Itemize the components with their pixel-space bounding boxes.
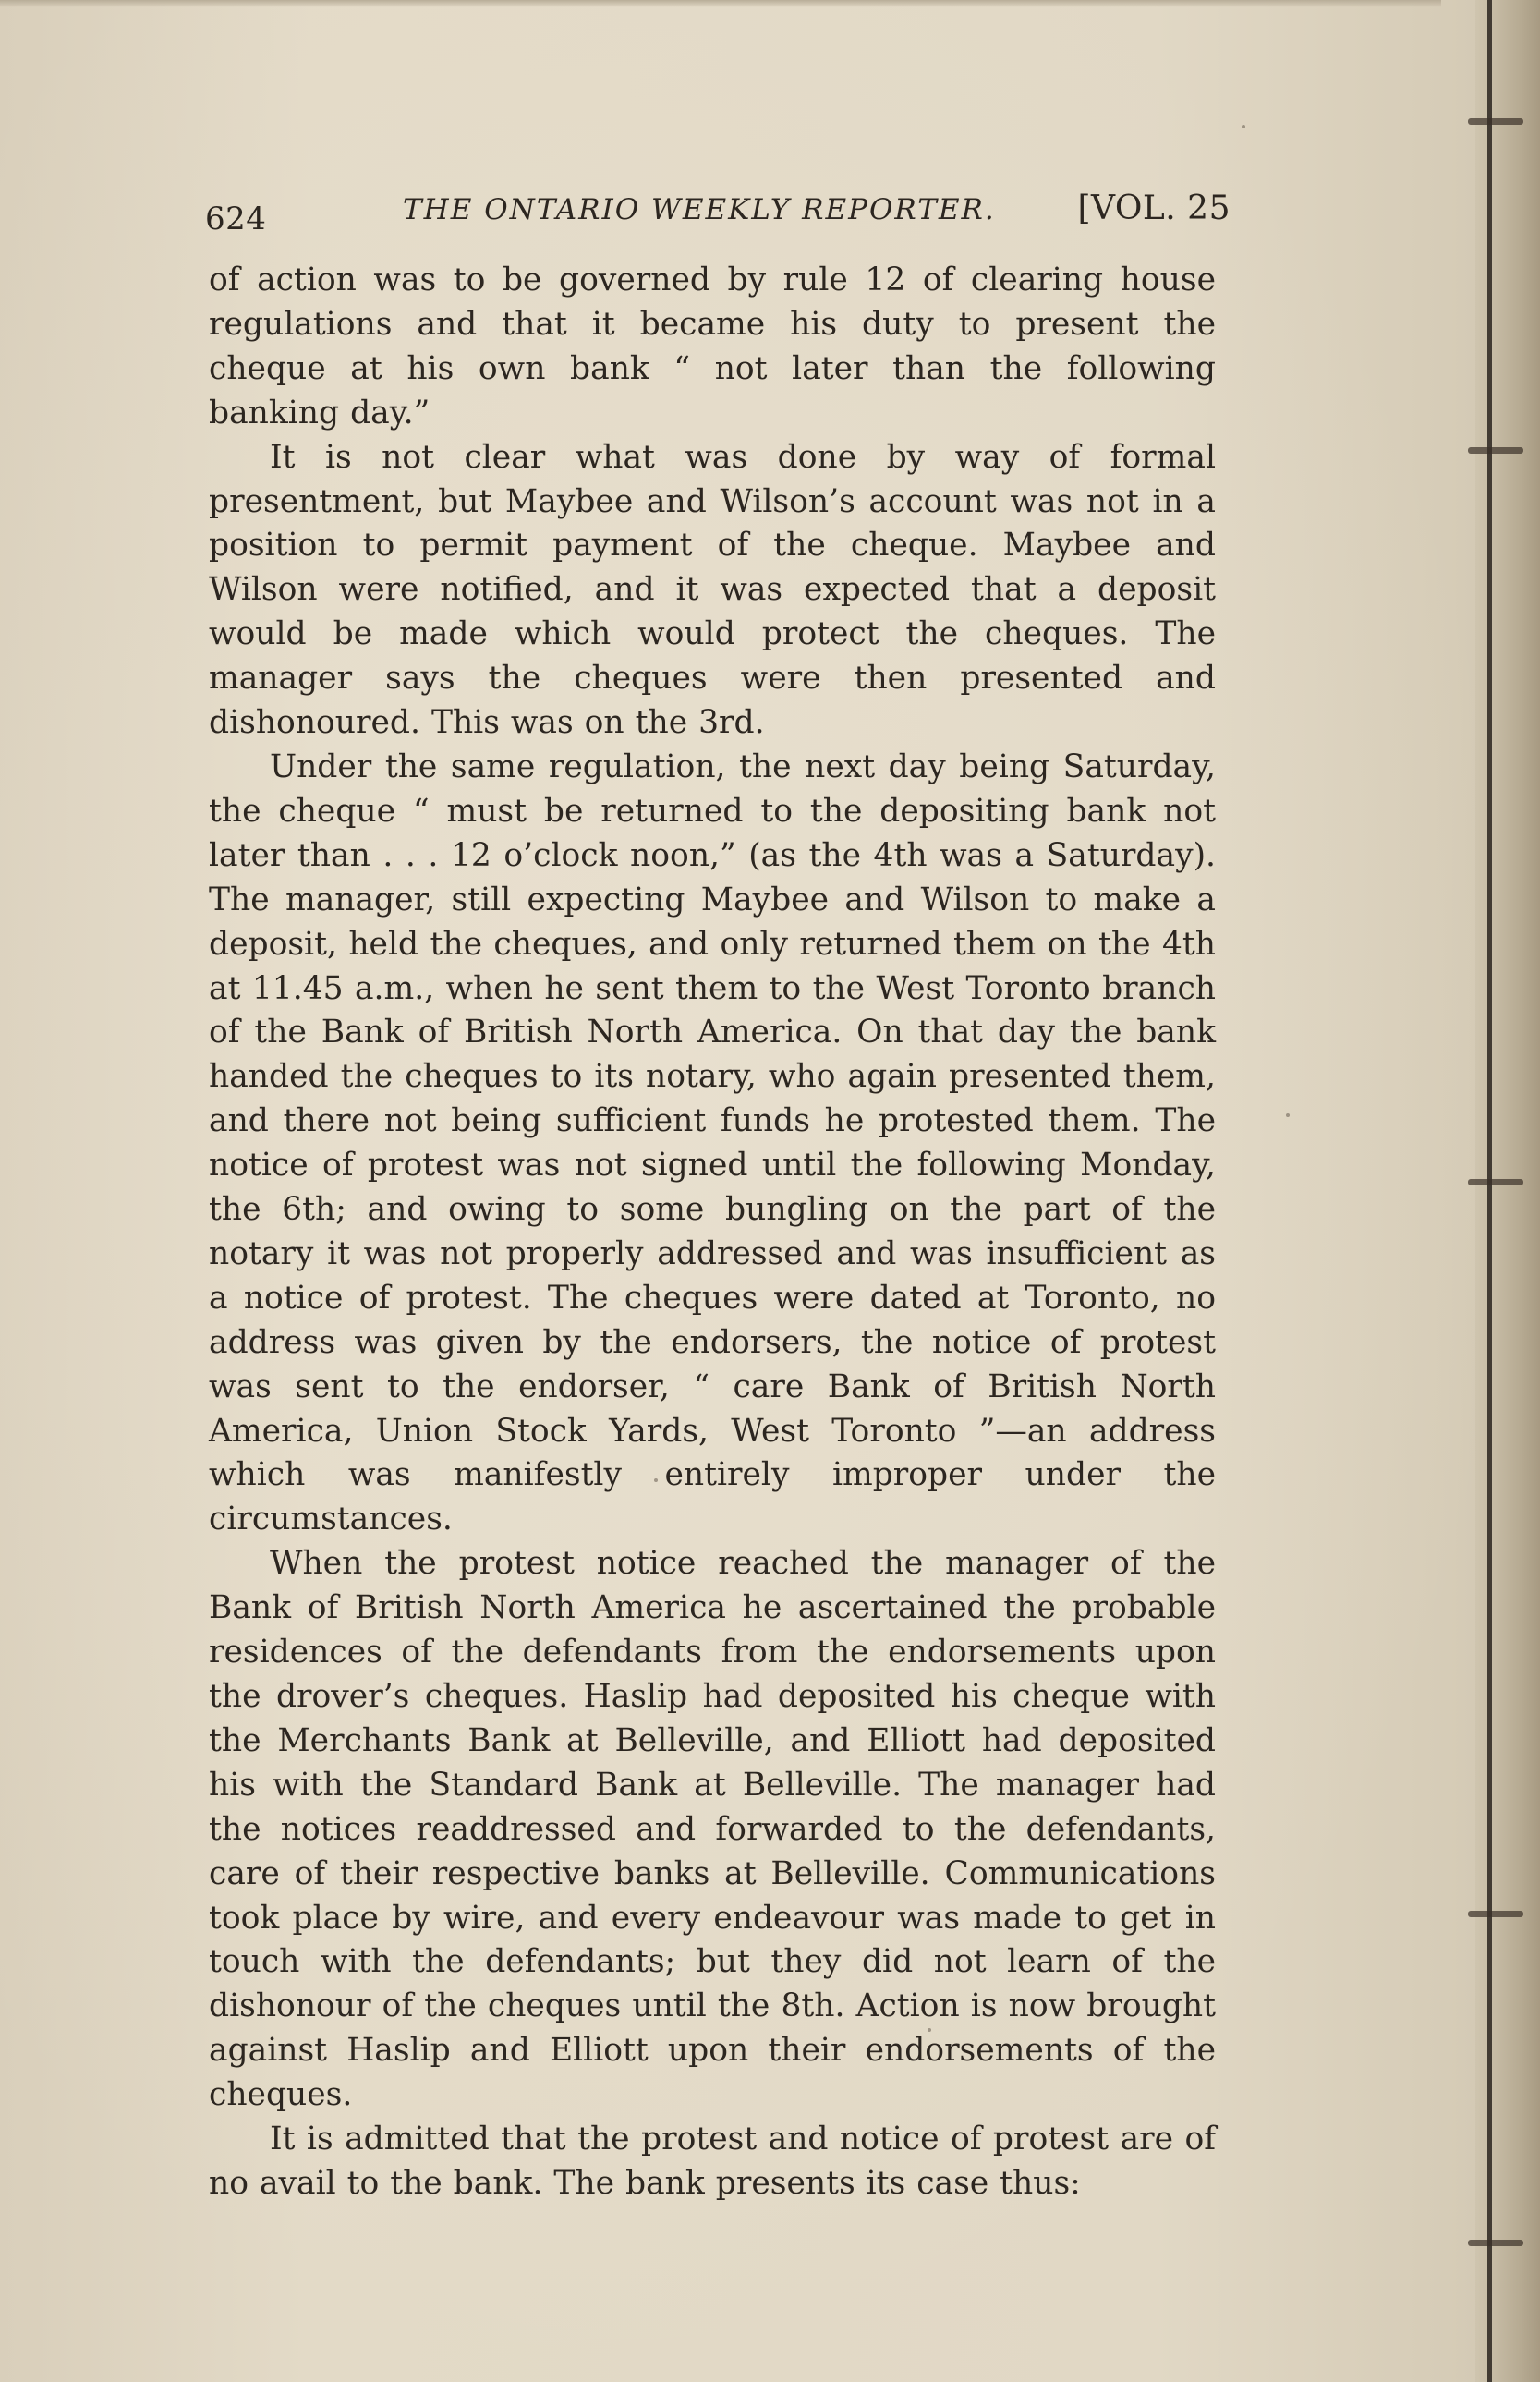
binding-stitch [1468, 1179, 1523, 1185]
body-text [209, 259, 1216, 2206]
paper-speck [1286, 1113, 1290, 1117]
binding-line [1487, 0, 1492, 2382]
paragraph: Under the same regulation, the next day being Saturday, the cheque “ must be returned to the depositing bank not later than . . . 12 o’clock noon,” (as the 4th was a Saturday). The manager, still expecting Maybee and Wilson to make a deposit, held the cheques, and only returned them on the 4th at 11.45 a.m., when he sent them to the West Toronto branch of the Bank of British North America. On that day the bank handed the cheques to its notary, who again presented them, and there not being sufficient funds he protested them. The notice of protest was not signed until the following Monday, the 6th; and owing to some bungling on the part of the notary it was not properly addressed and was insufficient as a notice of protest. The cheques were dated at Toronto, no address was given by the endorsers, the notice of protest was sent to the endorser, “ care Bank of British North America, Union Stock Yards, West Toronto ”—an address which was manifestly entirely improper under the circumstances. [209, 747, 1216, 1538]
journal-title: THE ONTARIO WEEKLY REPORTER. [403, 193, 996, 226]
paragraph: of action was to be governed by rule 12 of clearing house regulations and that it became his duty to present the cheque at his own bank “ not later than the following banking day.” [209, 261, 1216, 431]
page-number: 624 [205, 201, 267, 237]
page-top-edge [0, 0, 1441, 7]
paragraph: It is admitted that the protest and notice of protest are of no avail to the bank. The bank presents its case thus: [209, 2121, 1216, 2202]
running-head [205, 189, 1231, 245]
binding-stitch [1468, 118, 1523, 125]
paper-speck [1242, 125, 1245, 128]
volume-label: [VOL. 25 [1077, 189, 1231, 227]
binding-stitch [1468, 2240, 1523, 2246]
binding-stitch [1468, 447, 1523, 454]
book-spine [1475, 0, 1540, 2382]
paragraph: When the protest notice reached the manager of the Bank of British North America he ascertained the probable residences of the defendants from the endorsements upon the drover’s cheques. Haslip had deposited his cheque with the Merchants Bank at Belleville, and Elliott had deposited his with the Standard Bank at Belleville. The manager had the notices readdressed and forwarded to the defendants, care of their respective banks at Belleville. Communications took place by wire, and every endeavour was made to get in touch with the defendants; but they did not learn of the dishonour of the cheques until the 8th. Action is now brought against Haslip and Elliott upon their endorsements of the cheques. [209, 1545, 1216, 2114]
paragraph: It is not clear what was done by way of formal presentment, but Maybee and Wilson’s account was not in a position to permit payment of the cheque. Maybee and Wilson were notified, and it was expected that a deposit would be made which would protect the cheques. The manager says the cheques were then presented and dishonoured. This was on the 3rd. [209, 438, 1216, 742]
binding-stitch [1468, 1911, 1523, 1917]
